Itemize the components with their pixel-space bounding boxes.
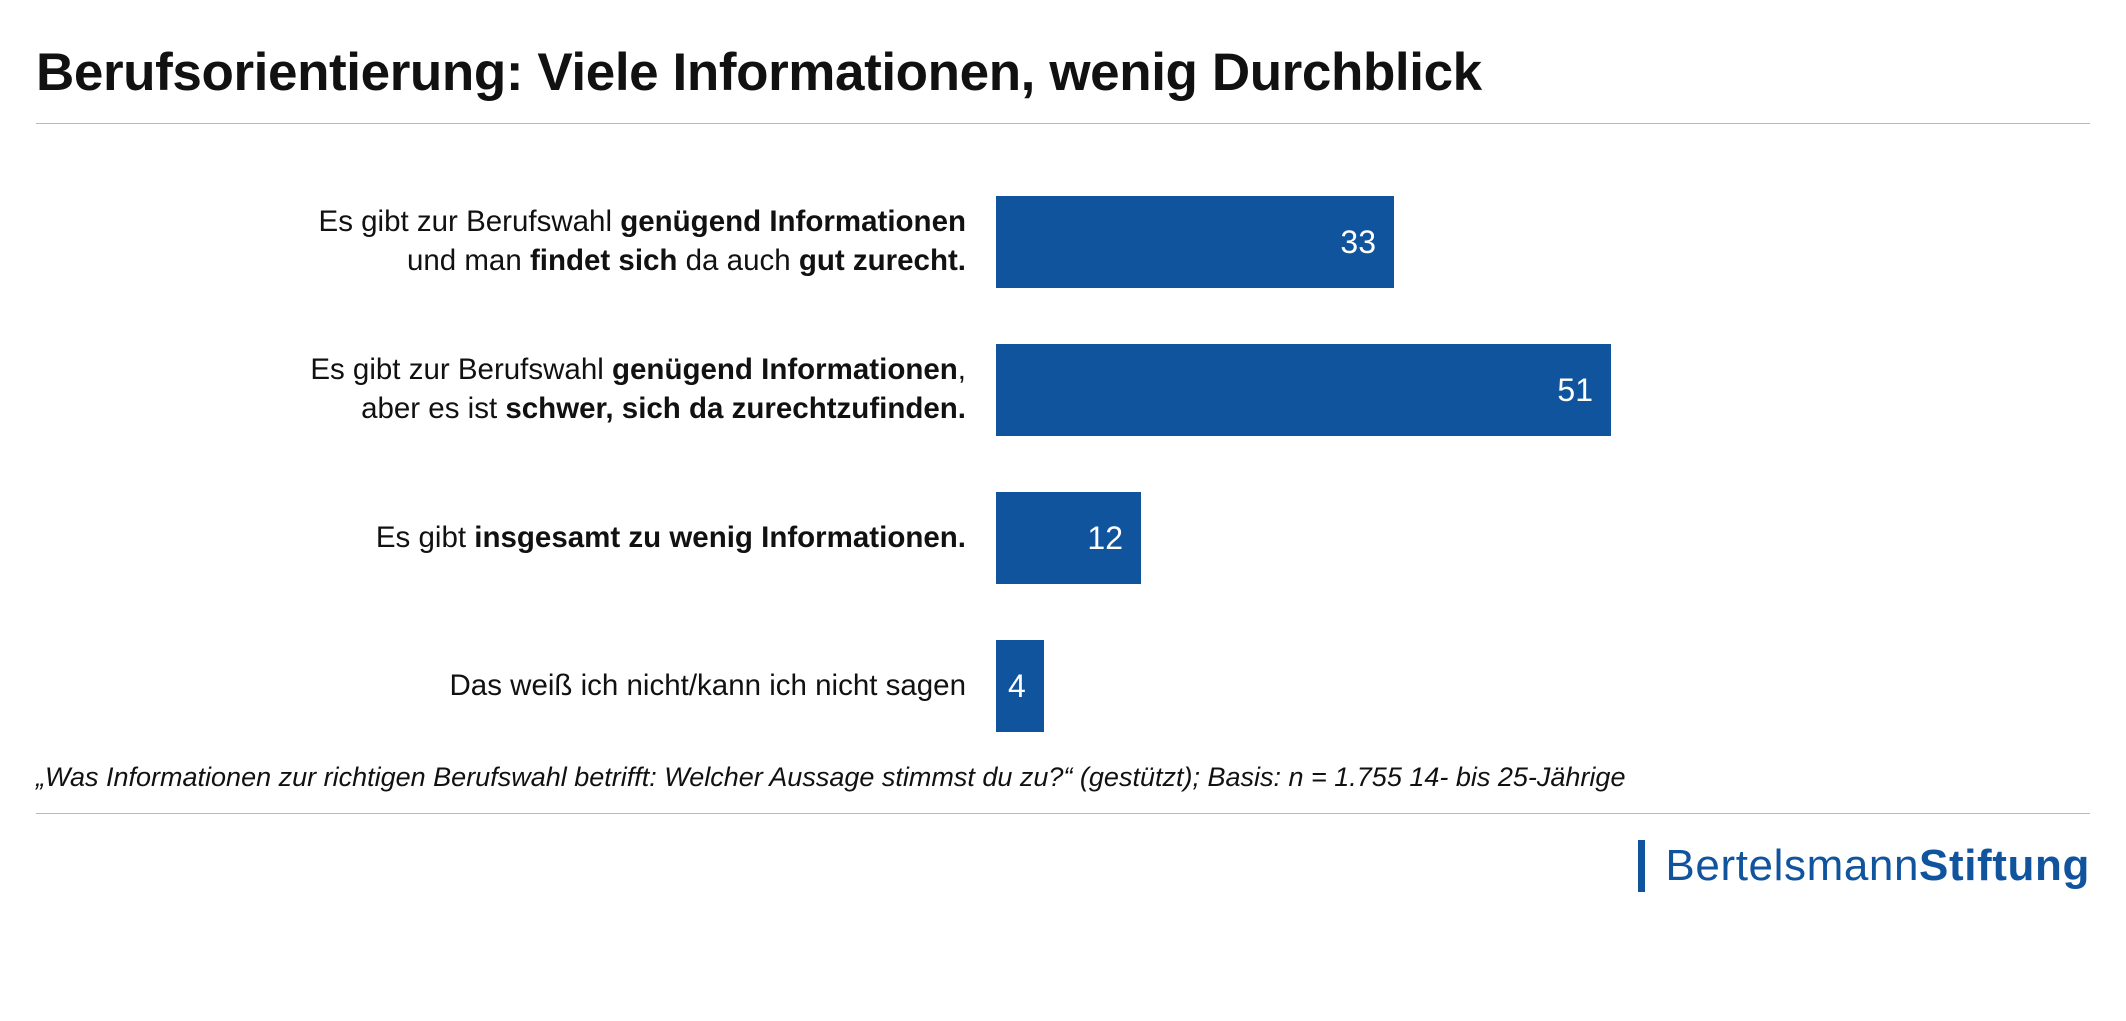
bar: [996, 640, 1044, 732]
bar-track: [996, 640, 2090, 732]
logo-text-second: Stiftung: [1919, 841, 2090, 891]
divider-bottom: [36, 813, 2090, 814]
bar-category-label: Es gibt zur Berufswahl genügend Informationen und man findet sich da auch gut zurecht.: [318, 205, 966, 278]
bertelsmann-stiftung-logo: [1638, 840, 2090, 892]
bar-row: [36, 640, 2090, 732]
bar: [996, 196, 1394, 288]
bar-value-label: 4: [1008, 667, 1026, 704]
bar-track: [996, 344, 2090, 436]
logo-area: [36, 840, 2090, 892]
bar-value-label: 51: [1557, 371, 1593, 408]
bar: [996, 492, 1141, 584]
bar-value-label: 33: [1340, 223, 1376, 260]
bar-value-label: 12: [1087, 519, 1123, 556]
divider-top: [36, 123, 2090, 124]
bar-category-label: Es gibt zur Berufswahl genügend Informationen, aber es ist schwer, sich da zurechtzufinden.: [310, 353, 966, 426]
chart-footnote: „Was Informationen zur richtigen Berufswahl betrifft: Welcher Aussage stimmst du zu?“ (gestützt); Basis: n = 1.755 14- bis 25-Jährige: [36, 762, 1626, 793]
bar-row: [36, 344, 2090, 436]
bar: [996, 344, 1611, 436]
logo-bar-icon: [1638, 840, 1645, 892]
bar-category-label: Es gibt insgesamt zu wenig Informationen.: [375, 520, 966, 554]
logo-text-first: Bertelsmann: [1665, 841, 1920, 891]
bar-row: [36, 492, 2090, 584]
bar-chart: [36, 196, 2090, 756]
bar-row: [36, 196, 2090, 288]
page-title: Berufsorientierung: Viele Informationen, wenig Durchblick: [36, 43, 1482, 102]
bar-track: [996, 196, 2090, 288]
bar-track: [996, 492, 2090, 584]
bar-category-label: Das weiß ich nicht/kann ich nicht sagen: [449, 668, 966, 702]
